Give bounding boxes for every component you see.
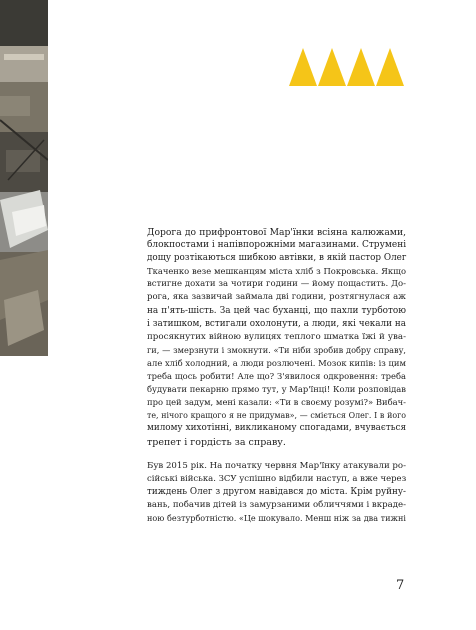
text-line: блокпостами і напівпорожніми магазинами. Струмені bbox=[147, 240, 407, 251]
triangle-1 bbox=[289, 48, 317, 86]
triangle-4 bbox=[376, 48, 404, 86]
triangle-3 bbox=[347, 48, 375, 86]
text-line: дощу розтікаються шибкою автівки, в якій пастор Олег bbox=[147, 253, 407, 264]
text-line: ги, — змерзнути і змокнути. «Ти ніби зробив добру справу, bbox=[147, 344, 406, 355]
decorative-triangles bbox=[289, 48, 405, 86]
paragraph-1 bbox=[147, 226, 406, 449]
text-line: Дорога до прифронтової Мар'їнки всіяна калюжами, bbox=[147, 227, 406, 238]
text-line: про цей задум, мені казали: «Ти в своєму розумі?» Вибач- bbox=[147, 397, 406, 408]
text-line: Був 2015 рік. На початку червня Мар'їнку атакували ро- bbox=[147, 460, 406, 471]
article-body bbox=[147, 226, 406, 525]
text-line: встигне дохати за чотири години — йому пощастить. До- bbox=[147, 279, 406, 290]
text-line: будувати пекарню прямо тут, у Мар'їнці! Коли розповідав bbox=[147, 384, 406, 395]
text-line: сійські війська. ЗСУ успішно відбили наступ, а вже через bbox=[147, 473, 407, 484]
rubble-photo bbox=[0, 0, 48, 356]
paragraph-2 bbox=[147, 460, 406, 525]
text-line: рога, яка зазвичай займала дві години, розтягнулася аж bbox=[147, 292, 406, 303]
text-line: і затишком, встигали охолонути, а люди, які чекали на bbox=[147, 318, 406, 329]
text-line: вань, побачив дітей із замурзаними обличчями і вкраде- bbox=[147, 499, 407, 510]
text-line: на п'ять-шість. За цей час буханці, що пахли турботою bbox=[147, 305, 406, 316]
text-line: але хліб холодний, а люди розлючені. Мозок кипів: із цим bbox=[147, 357, 406, 368]
page-number: 7 bbox=[396, 578, 405, 593]
text-line: просякнутих війною вулицях теплого шматка їжі й ува- bbox=[147, 331, 406, 342]
rubble-photo-image bbox=[0, 0, 48, 356]
text-line: те, нічого кращого я не придумав», — сміється Олег. І в його bbox=[147, 411, 406, 421]
text-line: ною безтурботністю. «Це шокувало. Менш ніж за два тижні bbox=[147, 512, 406, 523]
text-line: треба щось робити! Але що? З'явилося одкровення: треба bbox=[147, 371, 406, 382]
text-line: тиждень Олег з другом навідався до міста. Крім руйну- bbox=[147, 486, 406, 497]
triangle-2 bbox=[318, 48, 346, 86]
text-line: Ткаченко везе мешканцям міста хліб з Покровська. Якщо bbox=[147, 266, 406, 277]
text-line: трепет і гордість за справу. bbox=[147, 436, 286, 448]
text-line: милому хихотінні, викликаному спогадами, вчувається bbox=[147, 423, 406, 434]
